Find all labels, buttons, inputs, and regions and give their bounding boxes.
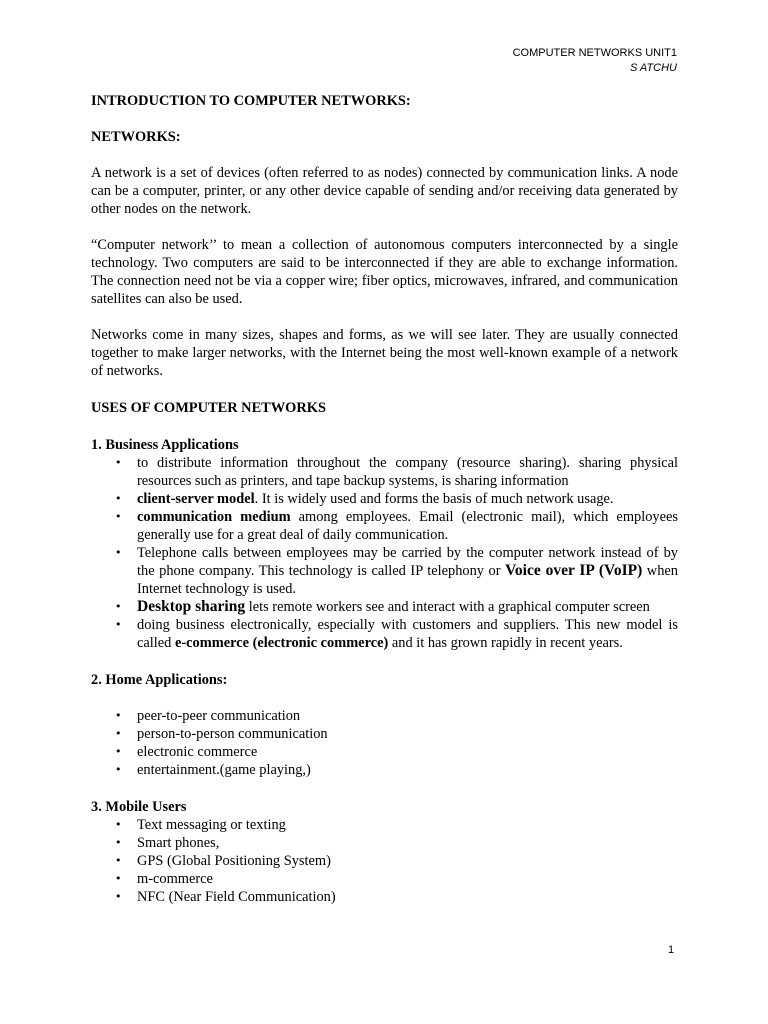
paragraph-network-definition: A network is a set of devices (often referred to as nodes) connected by communication links. A node can be a computer, printer, or any other device capable of sending and/or receiving data generated by other nodes on the network. bbox=[91, 165, 678, 217]
paragraph-computer-network: “Computer network’’ to mean a collection of autonomous computers interconnected by a single technology. Two computers are said to be interconnected if they are able to exchange information. The connection need not be via a copper wire; fiber optics, microwaves, infrared, and communication satellites can also be used. bbox=[91, 237, 678, 307]
list-item-text: peer-to-peer communication bbox=[137, 708, 301, 724]
bullet-icon: • bbox=[115, 763, 122, 776]
list-item bbox=[91, 598, 678, 616]
bullet-icon: • bbox=[115, 872, 122, 885]
list-item bbox=[91, 707, 678, 725]
list-item bbox=[91, 454, 678, 490]
term-bold: Desktop sharing bbox=[137, 598, 246, 615]
bullet-icon: • bbox=[115, 600, 122, 613]
networks-heading: NETWORKS: bbox=[91, 129, 181, 145]
business-list bbox=[91, 454, 678, 652]
list-item bbox=[91, 544, 678, 598]
list-item bbox=[91, 743, 678, 761]
bullet-icon: • bbox=[115, 836, 122, 849]
term-bold: communication medium bbox=[137, 509, 291, 525]
list-item bbox=[91, 616, 678, 652]
list-item-text: to distribute information throughout the company (resource sharing). sharing physical resources such as printers, and tape backup systems, is sharing information bbox=[137, 455, 678, 489]
paragraph-networks-sizes: Networks come in many sizes, shapes and forms, as we will see later. They are usually connected together to make larger networks, with the Internet being the most well-known example of a network of networks. bbox=[91, 327, 678, 379]
bullet-icon: • bbox=[115, 709, 122, 722]
list-item-text: Text messaging or texting bbox=[137, 817, 286, 833]
uses-heading: USES OF COMPUTER NETWORKS bbox=[91, 400, 326, 416]
list-item-text: GPS (Global Positioning System) bbox=[137, 853, 331, 869]
list-item-text: entertainment.(game playing,) bbox=[137, 762, 311, 778]
list-item bbox=[91, 761, 678, 779]
term-bold: e-commerce (electronic commerce) bbox=[174, 635, 389, 651]
list-item-text: Smart phones, bbox=[137, 835, 220, 851]
list-item bbox=[91, 490, 678, 508]
list-item-text: m-commerce bbox=[137, 871, 213, 887]
term-bold: client-server model bbox=[137, 491, 255, 507]
list-item-text: . It is widely used and forms the basis of much network usage. bbox=[254, 491, 614, 507]
bullet-icon: • bbox=[115, 745, 122, 758]
term-bold: Voice over IP (VoIP) bbox=[505, 562, 643, 579]
list-item bbox=[91, 852, 678, 870]
course-title: COMPUTER NETWORKS UNIT1 bbox=[512, 47, 677, 59]
bullet-icon: • bbox=[115, 727, 122, 740]
list-item-text: electronic commerce bbox=[137, 744, 258, 760]
list-item bbox=[91, 508, 678, 544]
list-item-text: when Internet technology is used. bbox=[137, 563, 678, 597]
list-item-text: person-to-person communication bbox=[137, 726, 328, 742]
list-item-text: doing business electronically, especially with customers and suppliers. This new model is called bbox=[137, 617, 678, 651]
bullet-icon: • bbox=[115, 456, 122, 469]
list-item bbox=[91, 870, 678, 888]
page-title: INTRODUCTION TO COMPUTER NETWORKS: bbox=[91, 93, 411, 109]
bullet-icon: • bbox=[115, 618, 122, 631]
business-heading: 1. Business Applications bbox=[91, 437, 239, 453]
list-item bbox=[91, 834, 678, 852]
bullet-icon: • bbox=[115, 510, 122, 523]
list-item bbox=[91, 816, 678, 834]
list-item-text: lets remote workers see and interact with a graphical computer screen bbox=[245, 599, 650, 615]
list-item-text: Telephone calls between employees may be carried by the computer network instead of by the phone company. This technology is called IP telephony or bbox=[137, 545, 678, 579]
document-body bbox=[91, 92, 678, 906]
list-item bbox=[91, 725, 678, 743]
list-item bbox=[91, 888, 678, 906]
bullet-icon: • bbox=[115, 818, 122, 831]
list-item-text: among employees. Email (electronic mail), which employees generally use for a great deal of daily communication. bbox=[137, 509, 678, 543]
author-name: S ATCHU bbox=[629, 62, 677, 74]
page-header bbox=[513, 46, 677, 76]
list-item-text: NFC (Near Field Communication) bbox=[137, 889, 336, 905]
bullet-icon: • bbox=[115, 854, 122, 867]
mobile-list bbox=[91, 816, 678, 906]
bullet-icon: • bbox=[115, 890, 122, 903]
list-item-text: and it has grown rapidly in recent years. bbox=[388, 635, 623, 651]
page-number: 1 bbox=[668, 944, 675, 956]
bullet-icon: • bbox=[115, 546, 122, 559]
home-heading: 2. Home Applications: bbox=[91, 672, 228, 688]
home-list bbox=[91, 707, 678, 779]
mobile-heading: 3. Mobile Users bbox=[91, 799, 187, 815]
bullet-icon: • bbox=[115, 492, 122, 505]
